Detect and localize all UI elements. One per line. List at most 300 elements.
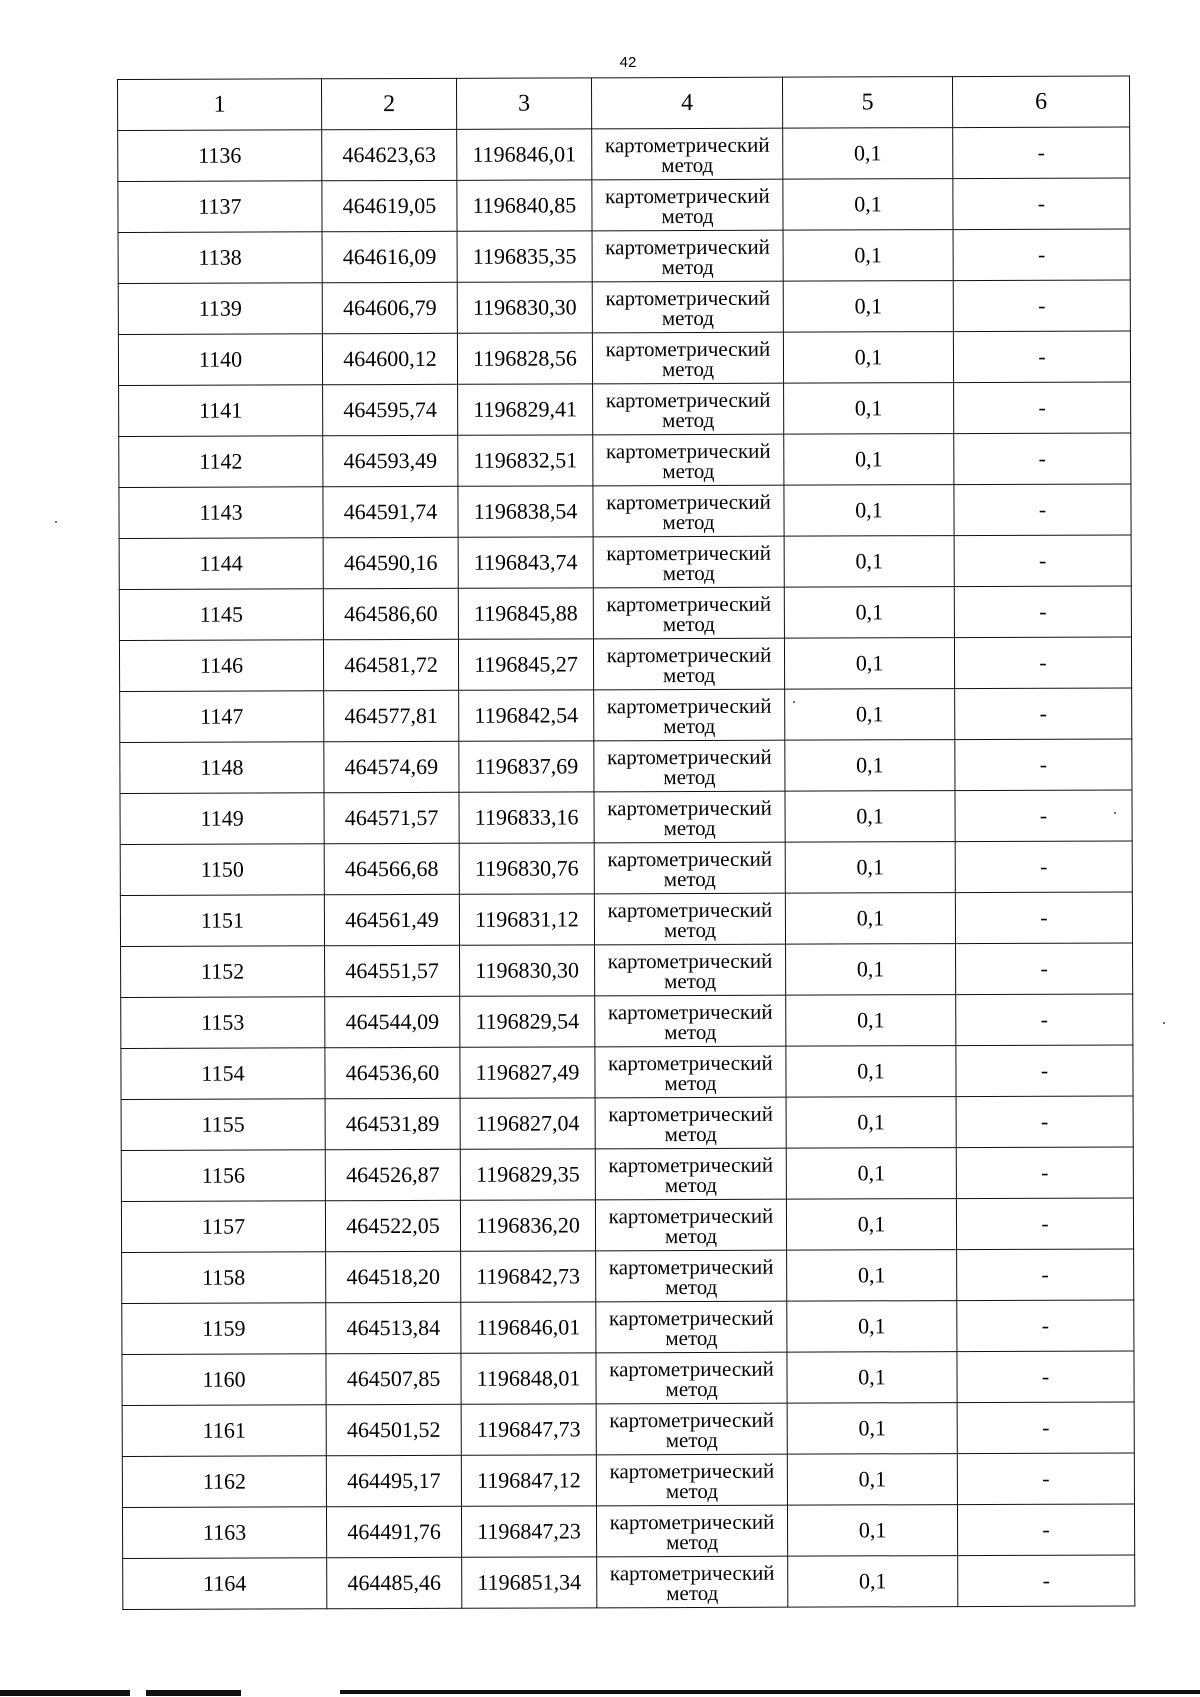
method-line-2: метод [661,203,714,229]
x-coordinate-cell: 464531,89 [325,1098,460,1149]
method-text [597,1557,787,1608]
method-cell [596,1352,787,1404]
y-coordinate-cell: 1196830,30 [457,282,592,333]
point-number-cell: 1142 [119,436,323,488]
method-cell [594,740,785,792]
note-cell: - [955,841,1132,893]
table-row [120,688,1132,743]
method-line-1: картометрический [605,183,770,209]
point-number-cell: 1144 [119,538,323,590]
y-coordinate-cell: 1196830,76 [459,843,594,894]
method-line-1: картометрический [607,795,772,821]
method-text [593,435,783,486]
x-coordinate-cell: 464526,87 [325,1149,460,1200]
x-coordinate-cell: 464513,84 [326,1302,461,1353]
method-line-1: картометрический [607,999,773,1025]
method-text [597,1506,787,1557]
table-row [121,1096,1133,1151]
method-text [595,945,785,996]
x-coordinate-cell: 464566,68 [324,843,459,894]
y-coordinate-cell: 1196827,49 [460,1047,595,1098]
note-cell: - [954,535,1131,587]
table-row [118,178,1130,233]
y-coordinate-cell: 1196847,73 [461,1404,596,1455]
scan-speck [1163,1022,1165,1024]
note-cell: - [954,433,1131,485]
table-row [118,280,1130,335]
method-cell [593,638,784,690]
y-coordinate-cell: 1196847,12 [461,1455,596,1506]
point-number-cell: 1149 [120,793,324,845]
method-line-1: картометрический [609,1458,775,1484]
note-cell: - [955,790,1132,842]
method-line-1: картометрический [608,1101,773,1127]
table-row [121,943,1133,998]
y-coordinate-cell: 1196842,54 [459,690,594,741]
method-line-2: метод [662,611,715,637]
accuracy-cell: 0,1 [787,1505,957,1557]
method-line-2: метод [666,1580,719,1606]
accuracy-cell: 0,1 [785,842,955,894]
accuracy-cell: 0,1 [787,1403,957,1455]
note-cell: - [953,331,1130,383]
note-cell: - [956,943,1133,995]
note-cell: - [954,586,1131,638]
method-line-2: метод [663,815,716,841]
point-number-cell: 1150 [120,844,324,896]
method-text [597,1455,787,1506]
point-number-cell: 1146 [119,640,323,692]
table-row [119,433,1131,488]
method-cell [595,995,786,1047]
method-text [594,588,784,639]
note-cell: - [955,892,1132,944]
table-row [123,1555,1135,1610]
note-cell: - [955,739,1132,791]
note-cell: - [958,1555,1135,1607]
method-line-1: картометрический [605,336,771,362]
note-cell: - [957,1300,1134,1352]
method-cell [592,128,783,180]
point-number-cell: 1158 [122,1252,326,1304]
note-cell: - [956,994,1133,1046]
method-text [595,894,785,945]
method-cell [595,1148,786,1200]
note-cell: - [956,1045,1133,1097]
method-text [593,486,783,537]
x-coordinate-cell: 464619,05 [322,180,457,231]
method-line-1: картометрический [609,1407,775,1433]
y-coordinate-cell: 1196836,20 [460,1200,595,1251]
accuracy-cell: 0,1 [783,281,953,333]
method-line-2: метод [664,1223,718,1249]
method-text [595,996,785,1047]
method-line-1: картометрический [607,846,773,872]
scan-speck [55,521,57,523]
method-cell [593,434,784,486]
point-number-cell: 1152 [121,946,325,998]
method-line-1: картометрический [606,693,772,719]
header-cell: 5 [782,77,952,129]
method-line-2: метод [663,764,716,790]
accuracy-cell: 0,1 [783,128,953,180]
scan-speck [793,701,795,703]
method-text [592,180,782,231]
y-coordinate-cell: 1196835,35 [457,231,592,282]
method-line-1: картометрический [609,1356,774,1382]
method-line-2: метод [664,1019,717,1045]
accuracy-cell: 0,1 [784,383,954,435]
x-coordinate-cell: 464616,09 [322,231,457,282]
method-cell [592,230,783,282]
method-cell [594,791,785,843]
accuracy-cell: 0,1 [787,1454,957,1506]
accuracy-cell: 0,1 [786,1148,956,1200]
method-text [594,537,784,588]
accuracy-cell: 0,1 [786,944,956,996]
table-row [118,229,1130,284]
table-row [121,1147,1133,1202]
method-cell [592,281,783,333]
x-coordinate-cell: 464590,16 [323,537,458,588]
method-line-1: картометрический [606,489,771,515]
note-cell: - [956,1147,1133,1199]
y-coordinate-cell: 1196851,34 [462,1557,597,1608]
y-coordinate-cell: 1196831,12 [459,894,594,945]
method-text [595,1047,785,1098]
method-text [594,690,784,741]
method-line-2: метод [663,917,717,943]
accuracy-cell: 0,1 [787,1301,957,1353]
y-coordinate-cell: 1196846,01 [457,129,592,180]
table-row [118,127,1130,182]
accuracy-cell: 0,1 [788,1556,958,1608]
point-number-cell: 1155 [121,1099,325,1151]
table-row [122,1351,1134,1406]
method-line-2: метод [662,509,715,535]
table-row [119,382,1131,437]
note-cell: - [955,688,1132,740]
accuracy-cell: 0,1 [785,740,955,792]
method-text [594,639,784,690]
method-text [597,1404,787,1455]
y-coordinate-cell: 1196838,54 [458,486,593,537]
method-line-1: картометрический [607,744,772,770]
accuracy-cell: 0,1 [784,638,954,690]
point-number-cell: 1160 [122,1354,326,1406]
method-cell [594,689,785,741]
method-line-2: метод [663,866,716,892]
method-line-2: метод [664,1172,717,1198]
table-row [121,994,1133,1049]
point-number-cell: 1139 [118,283,322,335]
x-coordinate-cell: 464574,69 [324,741,459,792]
y-coordinate-cell: 1196845,27 [458,639,593,690]
method-text [594,741,784,792]
method-line-1: картометрический [608,1152,774,1178]
method-line-2: метод [661,152,714,178]
table-row [120,892,1132,947]
y-coordinate-cell: 1196846,01 [461,1302,596,1353]
y-coordinate-cell: 1196842,73 [461,1251,596,1302]
method-line-2: метод [662,560,715,586]
method-text [593,231,783,282]
note-cell: - [957,1402,1134,1454]
method-text [593,333,783,384]
method-line-2: метод [664,1070,717,1096]
method-line-1: картометрический [608,1203,774,1229]
x-coordinate-cell: 464518,20 [326,1251,461,1302]
method-text [593,384,783,435]
method-line-1: картометрический [606,642,772,668]
method-line-1: картометрический [608,1254,774,1280]
method-line-2: метод [662,662,716,688]
accuracy-cell: 0,1 [787,1250,957,1302]
point-number-cell: 1148 [120,742,324,794]
note-cell: - [957,1351,1134,1403]
x-coordinate-cell: 464586,60 [323,588,458,639]
method-line-1: картометрический [609,1509,775,1535]
method-line-2: метод [665,1376,718,1402]
method-line-2: метод [665,1274,718,1300]
x-coordinate-cell: 464561,49 [324,894,459,945]
x-coordinate-cell: 464577,81 [324,690,459,741]
method-line-1: картометрический [608,1050,773,1076]
scan-edge-stripe [340,1690,1200,1694]
method-cell [595,1199,786,1251]
method-cell [594,842,785,894]
x-coordinate-cell: 464536,60 [325,1047,460,1098]
table-row [120,790,1132,845]
method-cell [595,1097,786,1149]
table-row [121,1198,1133,1253]
point-number-cell: 1137 [118,181,322,233]
method-text [596,1149,786,1200]
note-cell: - [953,127,1130,179]
method-line-1: картометрический [605,234,770,260]
method-cell [596,1454,787,1506]
table-row [119,535,1131,590]
x-coordinate-cell: 464491,76 [326,1506,461,1557]
method-text [593,282,783,333]
y-coordinate-cell: 1196840,85 [457,180,592,231]
accuracy-cell: 0,1 [785,893,955,945]
x-coordinate-cell: 464522,05 [325,1200,460,1251]
method-line-1: картометрический [607,897,773,923]
point-number-cell: 1145 [119,589,323,641]
method-text [596,1353,786,1404]
y-coordinate-cell: 1196829,54 [460,996,595,1047]
x-coordinate-cell: 464623,63 [322,129,457,180]
point-number-cell: 1136 [118,130,322,182]
point-number-cell: 1143 [119,487,323,539]
x-coordinate-cell: 464600,12 [322,333,457,384]
table-row [120,739,1132,794]
point-number-cell: 1157 [121,1201,325,1253]
table-row [118,331,1130,386]
x-coordinate-cell: 464595,74 [323,384,458,435]
accuracy-cell: 0,1 [784,434,954,486]
method-line-2: метод [664,968,717,994]
method-text [596,1098,786,1149]
method-line-1: картометрический [605,387,771,413]
table-row [122,1300,1134,1355]
y-coordinate-cell: 1196833,16 [459,792,594,843]
x-coordinate-cell: 464571,57 [324,792,459,843]
note-cell: - [954,484,1131,536]
scan-edge-stripe [0,1690,130,1696]
method-line-2: метод [665,1478,719,1504]
method-cell [592,179,783,231]
header-cell: 4 [591,77,782,129]
x-coordinate-cell: 464485,46 [327,1557,462,1608]
method-text [596,1200,786,1251]
accuracy-cell: 0,1 [786,1199,956,1251]
point-number-cell: 1164 [123,1558,327,1610]
method-cell [593,383,784,435]
header-cell: 2 [322,78,457,129]
x-coordinate-cell: 464591,74 [323,486,458,537]
method-cell [595,1046,786,1098]
method-cell [595,944,786,996]
y-coordinate-cell: 1196843,74 [458,537,593,588]
header-cell: 3 [456,78,591,129]
method-line-1: картометрический [607,948,773,974]
table-row [120,841,1132,896]
note-cell: - [954,637,1131,689]
note-cell: - [953,229,1130,281]
accuracy-cell: 0,1 [783,230,953,282]
y-coordinate-cell: 1196832,51 [458,435,593,486]
method-line-2: метод [662,407,715,433]
note-cell: - [953,178,1130,230]
note-cell: - [957,1504,1134,1556]
method-line-2: метод [665,1325,718,1351]
method-cell [596,1250,787,1302]
table-row [122,1453,1134,1508]
point-number-cell: 1162 [122,1456,326,1508]
method-line-1: картометрический [604,132,770,158]
accuracy-cell: 0,1 [783,179,953,231]
note-cell: - [957,1453,1134,1505]
method-line-2: метод [662,458,715,484]
method-cell [593,485,784,537]
note-cell: - [954,382,1131,434]
point-number-cell: 1140 [118,334,322,386]
accuracy-cell: 0,1 [786,1046,956,1098]
method-line-2: метод [661,356,715,382]
scan-edge-stripe [146,1690,241,1696]
point-number-cell: 1147 [120,691,324,743]
method-line-1: картометрический [609,1560,775,1586]
method-line-2: метод [665,1427,718,1453]
method-cell [593,587,784,639]
point-number-cell: 1156 [121,1150,325,1202]
x-coordinate-cell: 464581,72 [323,639,458,690]
y-coordinate-cell: 1196847,23 [461,1506,596,1557]
method-cell [596,1403,787,1455]
method-cell [593,536,784,588]
method-text [596,1302,786,1353]
method-text [594,792,784,843]
table-row [122,1504,1134,1559]
point-number-cell: 1141 [119,385,323,437]
point-number-cell: 1153 [121,997,325,1049]
point-number-cell: 1163 [122,1507,326,1559]
method-cell [597,1556,788,1608]
y-coordinate-cell: 1196837,69 [459,741,594,792]
method-line-1: картометрический [606,591,772,617]
note-cell: - [956,1096,1133,1148]
table-row [122,1249,1134,1304]
accuracy-cell: 0,1 [786,1097,956,1149]
x-coordinate-cell: 464507,85 [326,1353,461,1404]
method-cell [596,1505,787,1557]
y-coordinate-cell: 1196827,04 [460,1098,595,1149]
method-line-2: метод [661,305,714,331]
method-line-1: картометрический [606,540,772,566]
method-line-2: метод [663,713,716,739]
method-cell [594,893,785,945]
note-cell: - [957,1249,1134,1301]
scan-speck [1114,812,1116,814]
method-cell [596,1301,787,1353]
accuracy-cell: 0,1 [785,689,955,741]
table-row [119,637,1131,692]
note-cell: - [956,1198,1133,1250]
table-row [121,1045,1133,1100]
point-number-cell: 1159 [122,1303,326,1355]
table-row [119,586,1131,641]
point-number-cell: 1151 [120,895,324,947]
x-coordinate-cell: 464544,09 [325,996,460,1047]
table-row [119,484,1131,539]
y-coordinate-cell: 1196828,56 [457,333,592,384]
y-coordinate-cell: 1196845,88 [458,588,593,639]
x-coordinate-cell: 464606,79 [322,282,457,333]
y-coordinate-cell: 1196829,41 [458,384,593,435]
accuracy-cell: 0,1 [784,485,954,537]
table-row [122,1402,1134,1457]
method-text [595,843,785,894]
point-number-cell: 1161 [122,1405,326,1457]
accuracy-cell: 0,1 [783,332,953,384]
header-cell: 1 [118,79,322,131]
accuracy-cell: 0,1 [787,1352,957,1404]
method-line-1: картометрический [605,285,771,311]
method-text [596,1251,786,1302]
method-cell [592,332,783,384]
x-coordinate-cell: 464501,52 [326,1404,461,1455]
table-body [118,127,1135,1610]
method-line-1: картометрический [608,1305,774,1331]
note-cell: - [953,280,1130,332]
accuracy-cell: 0,1 [784,536,954,588]
point-number-cell: 1154 [121,1048,325,1100]
method-line-2: метод [661,254,714,280]
method-line-2: метод [664,1121,717,1147]
x-coordinate-cell: 464551,57 [325,945,460,996]
y-coordinate-cell: 1196829,35 [460,1149,595,1200]
accuracy-cell: 0,1 [785,791,955,843]
y-coordinate-cell: 1196830,30 [460,945,595,996]
header-row [118,76,1130,131]
x-coordinate-cell: 464593,49 [323,435,458,486]
x-coordinate-cell: 464495,17 [326,1455,461,1506]
y-coordinate-cell: 1196848,01 [461,1353,596,1404]
method-line-2: метод [666,1529,719,1555]
accuracy-cell: 0,1 [784,587,954,639]
